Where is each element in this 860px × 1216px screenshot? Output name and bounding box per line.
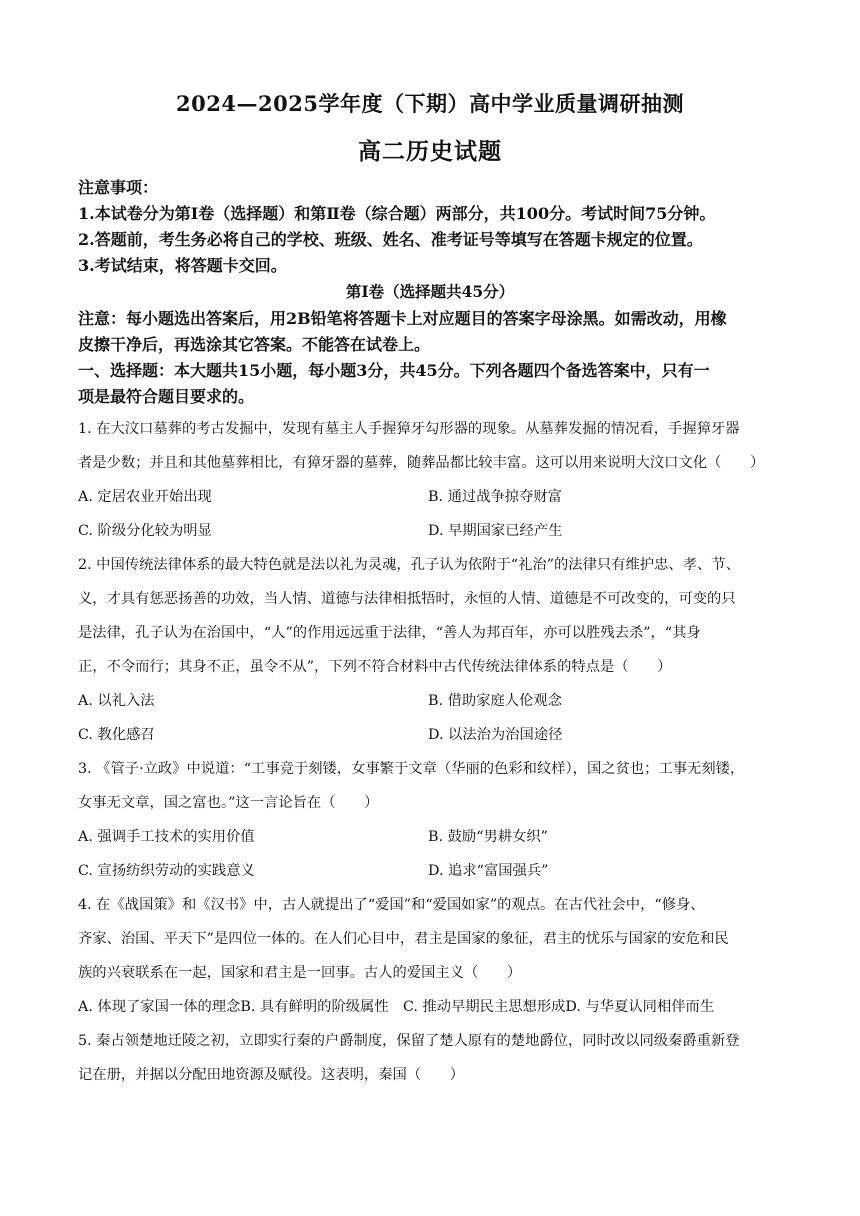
question-2-text: 2. 中国传统法律体系的最大特色就是法以礼为灵魂，孔子认为依附于“礼治”的法律只有维护忠、孝、节、	[78, 557, 740, 573]
question-4-text: 族的兴衰联系在一起，国家和君主是一回事。古人的爱国主义（ ）	[78, 965, 522, 981]
instruction-line: 项是最符合题目要求的。	[78, 387, 255, 406]
section-note-line: 皮擦干净后，再选涂其它答案。不能答在试卷上。	[78, 335, 431, 354]
question-1-option-a: A. 定居农业开始出现	[78, 489, 212, 505]
question-2-text: 义，才具有惩恶扬善的功效，当人情、道德与法律相抵牾时，永恒的人情、道德是不可改变的，可变的只	[78, 591, 736, 607]
question-3-option-c: C. 宣扬纺织劳动的实践意义	[78, 863, 255, 879]
question-3-option-b: B. 鼓励“男耕女织”	[428, 829, 548, 845]
instruction-line: 一、选择题：本大题共15小题，每小题3分，共45分。下列各题四个备选答案中，只有一	[78, 361, 710, 380]
question-5-text: 记在册，并据以分配田地资源及赋役。这表明，秦国（ ）	[78, 1067, 465, 1083]
question-3-text: 女事无文章，国之富也。”这一言论旨在（ ）	[78, 795, 379, 811]
question-1-text: 1. 在大汶口墓葬的考古发掘中，发现有墓主人手握獐牙勾形器的现象。从墓葬发掘的情况看，手握獐牙器	[78, 421, 740, 437]
question-4-text: 4. 在《战国策》和《汉书》中，古人就提出了“爱国”和“爱国如家”的观点。在古代社会中，“修身、	[78, 897, 705, 913]
section-note-line: 注意：每小题选出答案后，用2B铅笔将答题卡上对应题目的答案字母涂黑。如需改动，用橡	[78, 309, 727, 328]
question-1-option-c: C. 阶级分化较为明显	[78, 523, 212, 539]
question-3-text: 3. 《管子·立政》中说道：“工事竞于刻镂，女事繁于文章（华丽的色彩和纹样），国之贫也；工事无刻镂，	[78, 761, 745, 777]
question-2-option-a: A. 以礼入法	[78, 693, 155, 709]
question-4-options: A. 体现了家国一体的理念B. 具有鲜明的阶级属性 C. 推动早期民主思想形成D. 与华夏认同相伴而生	[78, 999, 715, 1015]
section-heading: 第Ⅰ卷（选择题共45分）	[345, 282, 515, 301]
note-item: 2.答题前，考生务必将自己的学校、班级、姓名、准考证号等填写在答题卡规定的位置。	[78, 230, 703, 249]
note-item: 1.本试卷分为第Ⅰ卷（选择题）和第Ⅱ卷（综合题）两部分，共100分。考试时间75分钟。	[78, 204, 716, 223]
question-2-option-c: C. 教化感召	[78, 727, 155, 743]
exam-subtitle: 高二历史试题	[358, 138, 502, 165]
exam-title: 2024—2025学年度（下期）高中学业质量调研抽测	[176, 91, 684, 116]
question-4-text: 齐家、治国、平天下”是四位一体的。在人们心目中，君主是国家的象征，君主的忧乐与国家的安危和民	[78, 931, 729, 947]
notes-heading: 注意事项：	[78, 178, 159, 197]
question-5-text: 5. 秦占领楚地迁陵之初，立即实行秦的户爵制度，保留了楚人原有的楚地爵位，同时改以同级秦爵重新登	[78, 1033, 740, 1049]
question-1-option-b: B. 通过战争掠夺财富	[428, 489, 562, 505]
question-2-text: 正，不令而行；其身不正，虽令不从”，下列不符合材料中古代传统法律体系的特点是（ ）	[78, 659, 672, 675]
question-2-option-b: B. 借助家庭人伦观念	[428, 693, 562, 709]
question-3-option-d: D. 追求“富国强兵”	[428, 863, 549, 879]
question-2-option-d: D. 以法治为治国途径	[428, 727, 563, 743]
question-3-option-a: A. 强调手工技术的实用价值	[78, 829, 255, 845]
question-1-option-d: D. 早期国家已经产生	[428, 523, 563, 539]
question-1-text: 者是少数；并且和其他墓葬相比，有獐牙器的墓葬，随葬品都比较丰富。这可以用来说明大汶口文化（ ）	[78, 455, 765, 471]
note-item: 3.考试结束，将答题卡交回。	[78, 256, 287, 275]
question-2-text: 是法律，孔子认为在治国中，“人”的作用远远重于法律，“善人为邦百年，亦可以胜残去杀”，“其身	[78, 625, 701, 641]
